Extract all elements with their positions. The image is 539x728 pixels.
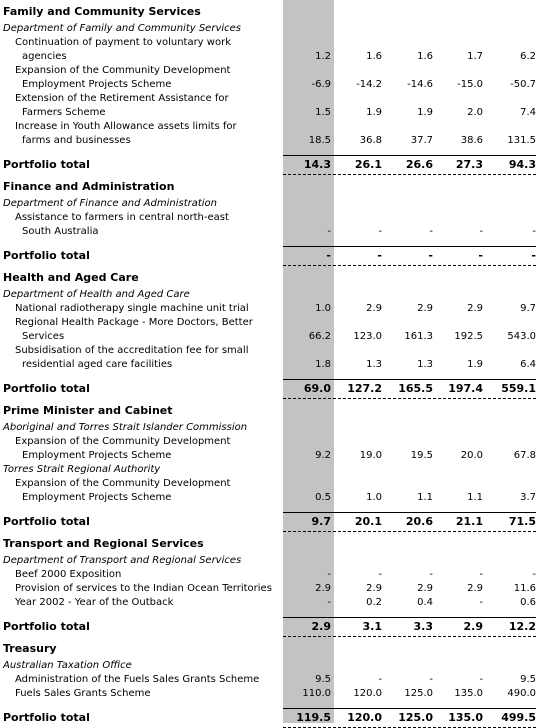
spacer [0, 610, 539, 617]
value-cell: 2.9 [467, 583, 483, 594]
value-cell: 2.9 [315, 583, 331, 594]
value-cell: 12.2 [508, 620, 536, 633]
value-cell: - [479, 597, 483, 608]
item-label-line: Subsidisation of the accreditation fee for small [15, 345, 249, 356]
agency-row [0, 421, 539, 435]
table-row [0, 596, 539, 610]
value-cell: 1.1 [467, 492, 483, 503]
item-label [15, 582, 272, 596]
item-label-line: Employment Projects Scheme [22, 79, 172, 90]
item-label-line: Beef 2000 Exposition [15, 569, 122, 580]
table-row [0, 687, 539, 701]
value-cell: 7.4 [520, 107, 536, 118]
portfolio-total-label: Portfolio total [3, 382, 90, 395]
item-label [15, 302, 249, 316]
value-cell: 2.9 [417, 583, 433, 594]
value-cell: 543.0 [507, 331, 536, 342]
value-cell: -50.7 [510, 79, 536, 90]
item-label [15, 64, 230, 92]
portfolio-heading [0, 175, 539, 197]
agency-row [0, 288, 539, 302]
value-cell: - [478, 249, 483, 262]
value-cell: 6.4 [520, 359, 536, 370]
agency-name: Torres Strait Regional Authority [3, 464, 161, 475]
table-row [0, 302, 539, 316]
value-cell: - [532, 226, 536, 237]
value-cell: - [327, 597, 331, 608]
item-label-line: residential aged care facilities [22, 359, 173, 370]
value-cell: 9.2 [315, 450, 331, 461]
portfolio-name: Prime Minister and Cabinet [3, 404, 173, 417]
item-label [15, 568, 121, 582]
agency-row [0, 659, 539, 673]
table-row [0, 344, 539, 372]
value-cell: 9.7 [520, 303, 536, 314]
value-cell: 2.0 [467, 107, 483, 118]
table-row [0, 477, 539, 505]
value-cell: 1.0 [366, 492, 382, 503]
table-row [0, 120, 539, 148]
value-cell: 120.0 [347, 711, 382, 724]
value-cell: - [326, 249, 331, 262]
value-cell: -15.0 [457, 79, 483, 90]
value-cell: 19.0 [359, 450, 382, 461]
portfolio-total-label: Portfolio total [3, 249, 90, 262]
value-cell: 1.2 [315, 51, 331, 62]
value-cell: 1.1 [417, 492, 433, 503]
value-cell: 66.2 [308, 331, 331, 342]
value-cell: 1.9 [467, 359, 483, 370]
portfolio-total-label: Portfolio total [3, 620, 90, 633]
item-label [15, 344, 248, 372]
item-label-line: Regional Health Package - More Doctors, Better [15, 317, 253, 328]
value-cell: - [378, 226, 382, 237]
value-cell: 14.3 [303, 158, 331, 171]
item-label-line: Expansion of the Community Development [15, 436, 231, 447]
value-cell: 127.2 [347, 382, 382, 395]
value-cell: 3.7 [520, 492, 536, 503]
item-values [283, 134, 539, 148]
value-cell: 161.3 [404, 331, 433, 342]
value-cell: 20.6 [405, 515, 433, 528]
portfolio-heading [0, 399, 539, 421]
table-row [0, 64, 539, 92]
value-cell: 1.0 [315, 303, 331, 314]
value-cell: 2.9 [366, 303, 382, 314]
portfolio-total-row [0, 379, 539, 399]
value-cell: 1.6 [366, 51, 382, 62]
value-cell: 0.4 [417, 597, 433, 608]
table-row [0, 316, 539, 344]
value-cell: 131.5 [507, 135, 536, 146]
portfolio-heading [0, 637, 539, 659]
value-cell: 125.0 [398, 711, 433, 724]
value-cell: 125.0 [404, 688, 433, 699]
item-label-line: Provision of services to the Indian Ocean Territories [15, 583, 272, 594]
value-cell: - [429, 569, 433, 580]
value-cell: 6.2 [520, 51, 536, 62]
item-label-line: Continuation of payment to voluntary work [15, 37, 231, 48]
value-cell: - [378, 569, 382, 580]
item-label-line: farms and businesses [22, 135, 131, 146]
value-cell: 38.6 [460, 135, 483, 146]
value-cell: -14.6 [407, 79, 433, 90]
value-cell: 110.0 [302, 688, 331, 699]
item-label-line: Extension of the Retirement Assistance for [15, 93, 229, 104]
value-cell: 27.3 [455, 158, 483, 171]
portfolio-heading [0, 532, 539, 554]
value-cell: 21.1 [455, 515, 483, 528]
item-label-line: Expansion of the Community Development [15, 478, 231, 489]
total-top-rule [283, 617, 536, 618]
item-label-line: agencies [22, 51, 67, 62]
value-cell: 0.2 [366, 597, 382, 608]
value-cell: 18.5 [308, 135, 331, 146]
value-cell: - [531, 249, 536, 262]
table-row [0, 92, 539, 120]
value-cell: 71.5 [508, 515, 536, 528]
total-top-rule [283, 155, 536, 156]
value-cell: 20.0 [460, 450, 483, 461]
value-cell: - [377, 249, 382, 262]
item-label-line: Farmers Scheme [22, 107, 106, 118]
item-label [15, 92, 229, 120]
total-values [283, 382, 539, 396]
item-values [283, 78, 539, 92]
portfolio-total-row [0, 155, 539, 175]
item-label-line: Services [22, 331, 65, 342]
item-label-line: Year 2002 - Year of the Outback [15, 597, 174, 608]
portfolio-total-row [0, 512, 539, 532]
value-cell: 3.3 [413, 620, 433, 633]
value-cell: - [327, 569, 331, 580]
item-label [15, 477, 230, 505]
value-cell: 490.0 [507, 688, 536, 699]
item-values [283, 596, 539, 610]
portfolio-heading [0, 0, 539, 22]
item-label [15, 316, 253, 344]
agency-row [0, 22, 539, 36]
item-label-line: Increase in Youth Allowance assets limits for [15, 121, 237, 132]
value-cell: 19.5 [410, 450, 433, 461]
item-label [15, 36, 231, 64]
item-values [283, 568, 539, 582]
value-cell: 36.8 [359, 135, 382, 146]
agency-row [0, 463, 539, 477]
item-values [283, 673, 539, 687]
spacer [0, 148, 539, 155]
value-cell: 0.5 [315, 492, 331, 503]
value-cell: 120.0 [353, 688, 382, 699]
value-cell: 135.0 [448, 711, 483, 724]
portfolio-name: Finance and Administration [3, 180, 175, 193]
value-cell: 37.7 [410, 135, 433, 146]
portfolio-name: Transport and Regional Services [3, 537, 204, 550]
portfolio-total-row [0, 246, 539, 266]
value-cell: 2.9 [463, 620, 483, 633]
table-row [0, 36, 539, 64]
item-values [283, 225, 539, 239]
agency-name: Australian Taxation Office [3, 660, 132, 671]
agency-name: Aboriginal and Torres Strait Islander Commission [3, 422, 248, 433]
value-cell: 0.6 [520, 597, 536, 608]
table-row [0, 673, 539, 687]
value-cell: 192.5 [454, 331, 483, 342]
value-cell: 1.7 [467, 51, 483, 62]
value-cell: 1.5 [315, 107, 331, 118]
portfolio-total-row [0, 708, 539, 728]
value-cell: 2.9 [417, 303, 433, 314]
value-cell: 559.1 [501, 382, 536, 395]
table-row [0, 582, 539, 596]
value-cell: 123.0 [353, 331, 382, 342]
item-values [283, 106, 539, 120]
value-cell: - [479, 674, 483, 685]
item-values [283, 687, 539, 701]
total-top-rule [283, 379, 536, 380]
item-label [15, 120, 237, 148]
spacer [0, 505, 539, 512]
value-cell: 1.3 [366, 359, 382, 370]
total-values [283, 158, 539, 172]
value-cell: 11.6 [513, 583, 536, 594]
item-values [283, 449, 539, 463]
item-values [283, 302, 539, 316]
item-label [15, 687, 151, 701]
value-cell: 9.7 [311, 515, 331, 528]
item-label-line: South Australia [22, 226, 99, 237]
value-cell: 499.5 [501, 711, 536, 724]
value-cell: 2.9 [467, 303, 483, 314]
agency-row [0, 554, 539, 568]
value-cell: - [429, 674, 433, 685]
agency-name: Department of Health and Aged Care [3, 289, 190, 300]
total-top-rule [283, 708, 536, 709]
value-cell: - [532, 569, 536, 580]
value-cell: 1.8 [315, 359, 331, 370]
value-cell: -14.2 [356, 79, 382, 90]
value-cell: 67.8 [513, 450, 536, 461]
value-cell: 135.0 [454, 688, 483, 699]
value-cell: 26.6 [405, 158, 433, 171]
value-cell: 165.5 [398, 382, 433, 395]
item-label-line: Fuels Sales Grants Scheme [15, 688, 151, 699]
value-cell: - [429, 226, 433, 237]
item-label [15, 211, 229, 239]
total-values [283, 620, 539, 634]
value-cell: - [428, 249, 433, 262]
value-cell: 69.0 [303, 382, 331, 395]
value-cell: - [479, 226, 483, 237]
item-label [15, 673, 259, 687]
value-cell: 3.1 [362, 620, 382, 633]
spacer [0, 239, 539, 246]
value-cell: - [327, 226, 331, 237]
value-cell: 119.5 [296, 711, 331, 724]
spacer [0, 372, 539, 379]
value-cell: 1.3 [417, 359, 433, 370]
agency-row [0, 197, 539, 211]
value-cell: 1.9 [417, 107, 433, 118]
value-cell: 26.1 [354, 158, 382, 171]
item-label-line: Employment Projects Scheme [22, 492, 172, 503]
item-label [15, 596, 173, 610]
portfolio-name: Health and Aged Care [3, 271, 139, 284]
item-values [283, 50, 539, 64]
value-cell: -6.9 [311, 79, 331, 90]
item-label-line: National radiotherapy single machine unit trial [15, 303, 249, 314]
agency-name: Department of Finance and Administration [3, 198, 218, 209]
item-values [283, 582, 539, 596]
table-row [0, 435, 539, 463]
portfolio-total-label: Portfolio total [3, 158, 90, 171]
value-cell: 20.1 [354, 515, 382, 528]
value-cell: - [479, 569, 483, 580]
total-top-rule [283, 246, 536, 247]
item-values [283, 358, 539, 372]
item-label [15, 435, 230, 463]
spacer [0, 701, 539, 708]
item-label-line: Administration of the Fuels Sales Grants Scheme [15, 674, 260, 685]
portfolio-total-row [0, 617, 539, 637]
item-values [283, 330, 539, 344]
portfolio-total-label: Portfolio total [3, 515, 90, 528]
value-cell: 2.9 [366, 583, 382, 594]
item-label-line: Expansion of the Community Development [15, 65, 231, 76]
value-cell: 1.6 [417, 51, 433, 62]
agency-name: Department of Family and Community Services [3, 23, 241, 34]
value-cell: 9.5 [315, 674, 331, 685]
value-cell: 2.9 [311, 620, 331, 633]
total-top-rule [283, 512, 536, 513]
portfolio-heading [0, 266, 539, 288]
value-cell: 94.3 [508, 158, 536, 171]
table-row [0, 211, 539, 239]
total-values [283, 249, 539, 263]
table-row [0, 568, 539, 582]
portfolio-total-label: Portfolio total [3, 711, 90, 724]
value-cell: 197.4 [448, 382, 483, 395]
portfolio-name: Treasury [3, 642, 57, 655]
agency-name: Department of Transport and Regional Services [3, 555, 242, 566]
total-values [283, 515, 539, 529]
value-cell: 1.9 [366, 107, 382, 118]
value-cell: - [378, 674, 382, 685]
item-values [283, 491, 539, 505]
item-label-line: Employment Projects Scheme [22, 450, 172, 461]
value-cell: 9.5 [520, 674, 536, 685]
portfolio-name: Family and Community Services [3, 5, 201, 18]
item-label-line: Assistance to farmers in central north-east [15, 212, 229, 223]
